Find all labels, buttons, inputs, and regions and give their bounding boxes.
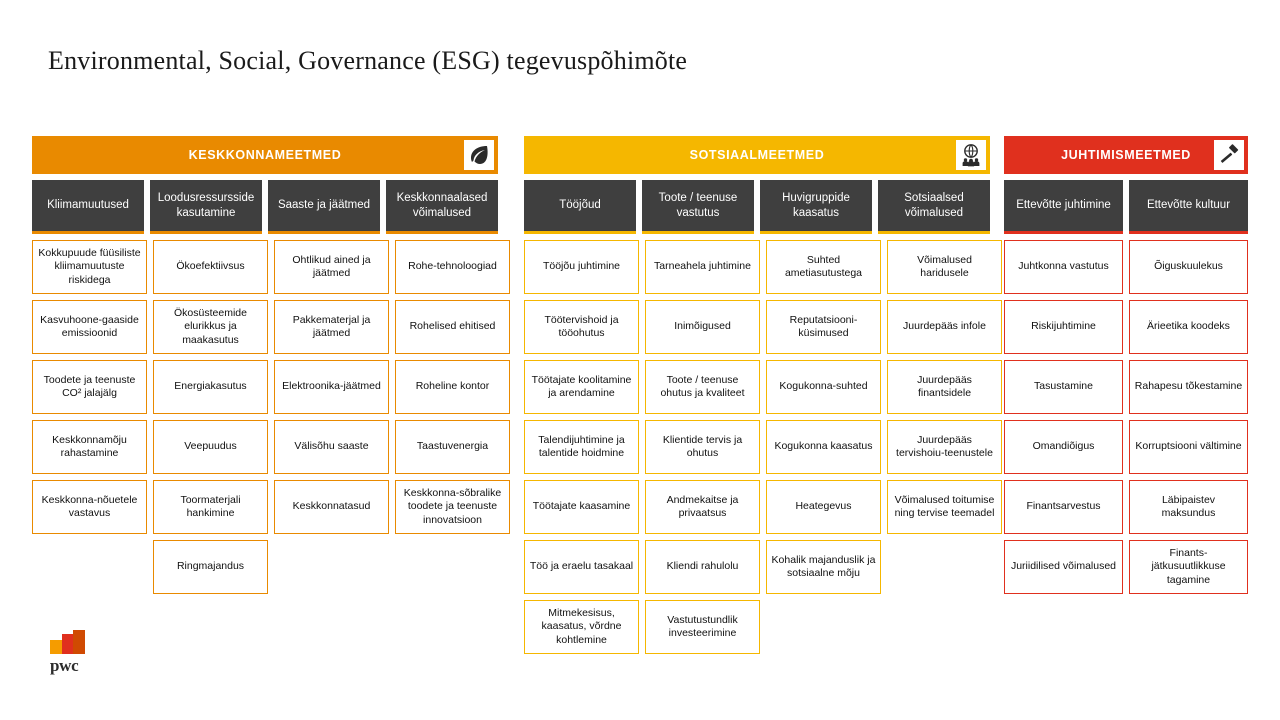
cells-toojoud — [524, 240, 639, 654]
subhead-sotsiaalsed-voimalused[interactable]: Sotsiaalsed võimalused — [878, 180, 990, 234]
cell-item[interactable]: Ökosüsteemide elurikkus ja maakasutus — [153, 300, 268, 354]
cells-ettevotte-kultuur — [1129, 240, 1248, 594]
cells-toote-teenuse-vastutus — [645, 240, 760, 654]
cell-item[interactable]: Võimalused haridusele — [887, 240, 1002, 294]
cell-item[interactable]: Kasvuhoone-gaaside emissioonid — [32, 300, 147, 354]
band-label-social: SOTSIAALMEETMED — [689, 148, 825, 162]
cells-keskkonnaalased-voimalused — [395, 240, 510, 594]
cell-item[interactable]: Riskijuhtimine — [1004, 300, 1123, 354]
cell-item[interactable]: Omandiõigus — [1004, 420, 1123, 474]
subheads-social — [524, 180, 990, 234]
cell-item[interactable]: Ohtlikud ained ja jäätmed — [274, 240, 389, 294]
column-social — [524, 136, 995, 654]
cells-loodusressursside-kasutamine — [153, 240, 268, 594]
cell-item[interactable]: Kohalik majanduslik ja sotsiaalne mõju — [766, 540, 881, 594]
grid-environmental — [32, 240, 502, 594]
cell-item[interactable]: Ringmajandus — [153, 540, 268, 594]
cell-item[interactable]: Finants-jätkusuutlikkuse tagamine — [1129, 540, 1248, 594]
cell-item[interactable]: Läbipaistev maksundus — [1129, 480, 1248, 534]
cell-item[interactable]: Mitmekesisus, kaasatus, võrdne kohtlemine — [524, 600, 639, 654]
pwc-logo — [50, 630, 130, 674]
subhead-huvigruppide-kaasatus[interactable]: Huvigruppide kaasatus — [760, 180, 872, 234]
subhead-loodusressursside-kasutamine[interactable]: Loodusressursside kasutamine — [150, 180, 262, 234]
cell-item[interactable]: Töötajate koolitamine ja arendamine — [524, 360, 639, 414]
gavel-icon — [1214, 140, 1244, 170]
cells-kliimamuutused — [32, 240, 147, 594]
cell-item[interactable]: Suhted ametiasutustega — [766, 240, 881, 294]
cell-item[interactable]: Keskkonnatasud — [274, 480, 389, 534]
cell-item[interactable]: Kokkupuude füüsiliste kliimamuutuste riskidega — [32, 240, 147, 294]
cell-item[interactable]: Tasustamine — [1004, 360, 1123, 414]
cell-item[interactable]: Kogukonna-suhted — [766, 360, 881, 414]
cell-item[interactable]: Keskkonna-nõuetele vastavus — [32, 480, 147, 534]
cell-item[interactable]: Töötervishoid ja tööohutus — [524, 300, 639, 354]
cells-huvigruppide-kaasatus — [766, 240, 881, 654]
cell-item[interactable]: Toormaterjali hankimine — [153, 480, 268, 534]
cell-item[interactable]: Välisõhu saaste — [274, 420, 389, 474]
subhead-toojoud[interactable]: Tööjõud — [524, 180, 636, 234]
cell-item[interactable]: Rahapesu tõkestamine — [1129, 360, 1248, 414]
cell-item[interactable]: Toote / teenuse ohutus ja kvaliteet — [645, 360, 760, 414]
cell-item[interactable]: Rohelised ehitised — [395, 300, 510, 354]
cell-item[interactable]: Energiakasutus — [153, 360, 268, 414]
grid-governance — [1004, 240, 1248, 594]
column-governance — [1004, 136, 1248, 594]
column-environmental — [32, 136, 502, 594]
cell-item[interactable]: Töö ja eraelu tasakaal — [524, 540, 639, 594]
cell-item[interactable]: Andmekaitse ja privaatsus — [645, 480, 760, 534]
subhead-toote-teenuse-vastutus[interactable]: Toote / teenuse vastutus — [642, 180, 754, 234]
cell-item[interactable]: Õiguskuulekus — [1129, 240, 1248, 294]
cell-item[interactable]: Juurdepääs infole — [887, 300, 1002, 354]
cell-item[interactable]: Heategevus — [766, 480, 881, 534]
cell-item[interactable]: Veepuudus — [153, 420, 268, 474]
pwc-wordmark: pwc — [50, 656, 79, 675]
subhead-ettevotte-juhtimine[interactable]: Ettevõtte juhtimine — [1004, 180, 1123, 234]
cell-item[interactable]: Toodete ja teenuste CO² jalajälg — [32, 360, 147, 414]
cell-item[interactable]: Juurdepääs tervishoiu-teenustele — [887, 420, 1002, 474]
cell-item[interactable]: Kliendi rahulolu — [645, 540, 760, 594]
cell-item[interactable]: Ärieetika koodeks — [1129, 300, 1248, 354]
cell-item[interactable]: Võimalused toitumise ning tervise teemadel — [887, 480, 1002, 534]
band-social — [524, 136, 990, 174]
cell-item[interactable]: Taastuvenergia — [395, 420, 510, 474]
band-label-governance: JUHTIMISMEETMED — [1061, 148, 1191, 162]
cell-item[interactable]: Pakkematerjal ja jäätmed — [274, 300, 389, 354]
cell-item[interactable]: Inimõigused — [645, 300, 760, 354]
pwc-mark-icon — [50, 630, 90, 654]
subhead-ettevotte-kultuur[interactable]: Ettevõtte kultuur — [1129, 180, 1248, 234]
cell-item[interactable]: Juriidilised võimalused — [1004, 540, 1123, 594]
band-label-environmental: KESKKONNAMEETMED — [188, 148, 342, 162]
subhead-saaste-ja-jaatmed[interactable]: Saaste ja jäätmed — [268, 180, 380, 234]
cell-item[interactable]: Vastutustundlik investeerimine — [645, 600, 760, 654]
cell-item[interactable]: Tööjõu juhtimine — [524, 240, 639, 294]
subheads-environmental — [32, 180, 498, 234]
cell-item[interactable]: Kogukonna kaasatus — [766, 420, 881, 474]
cell-item[interactable]: Klientide tervis ja ohutus — [645, 420, 760, 474]
band-governance — [1004, 136, 1248, 174]
subhead-keskkonnaalased-voimalused[interactable]: Keskkonnaalased võimalused — [386, 180, 498, 234]
cell-item[interactable]: Ökoefektiivsus — [153, 240, 268, 294]
cell-item[interactable]: Reputatsiooni-küsimused — [766, 300, 881, 354]
cells-saaste-ja-jaatmed — [274, 240, 389, 594]
leaf-icon — [464, 140, 494, 170]
cell-item[interactable]: Keskkonna-sõbralike toodete ja teenuste innovatsioon — [395, 480, 510, 534]
cells-ettevotte-juhtimine — [1004, 240, 1123, 594]
band-environmental — [32, 136, 498, 174]
cell-item[interactable]: Korruptsiooni vältimine — [1129, 420, 1248, 474]
cell-item[interactable]: Finantsarvestus — [1004, 480, 1123, 534]
subhead-kliimamuutused[interactable]: Kliimamuutused — [32, 180, 144, 234]
cell-item[interactable]: Keskkonnamõju rahastamine — [32, 420, 147, 474]
cell-item[interactable]: Juhtkonna vastutus — [1004, 240, 1123, 294]
cells-sotsiaalsed-voimalused — [887, 240, 1002, 654]
cell-item[interactable]: Juurdepääs finantsidele — [887, 360, 1002, 414]
globe-people-icon — [956, 140, 986, 170]
cell-item[interactable]: Rohe-tehnoloogiad — [395, 240, 510, 294]
page-title: Environmental, Social, Governance (ESG) tegevuspõhimõte — [48, 46, 688, 75]
grid-social — [524, 240, 995, 654]
cell-item[interactable]: Talendijuhtimine ja talentide hoidmine — [524, 420, 639, 474]
cell-item[interactable]: Elektroonika-jäätmed — [274, 360, 389, 414]
subheads-governance — [1004, 180, 1248, 234]
cell-item[interactable]: Roheline kontor — [395, 360, 510, 414]
cell-item[interactable]: Tarneahela juhtimine — [645, 240, 760, 294]
cell-item[interactable]: Töötajate kaasamine — [524, 480, 639, 534]
